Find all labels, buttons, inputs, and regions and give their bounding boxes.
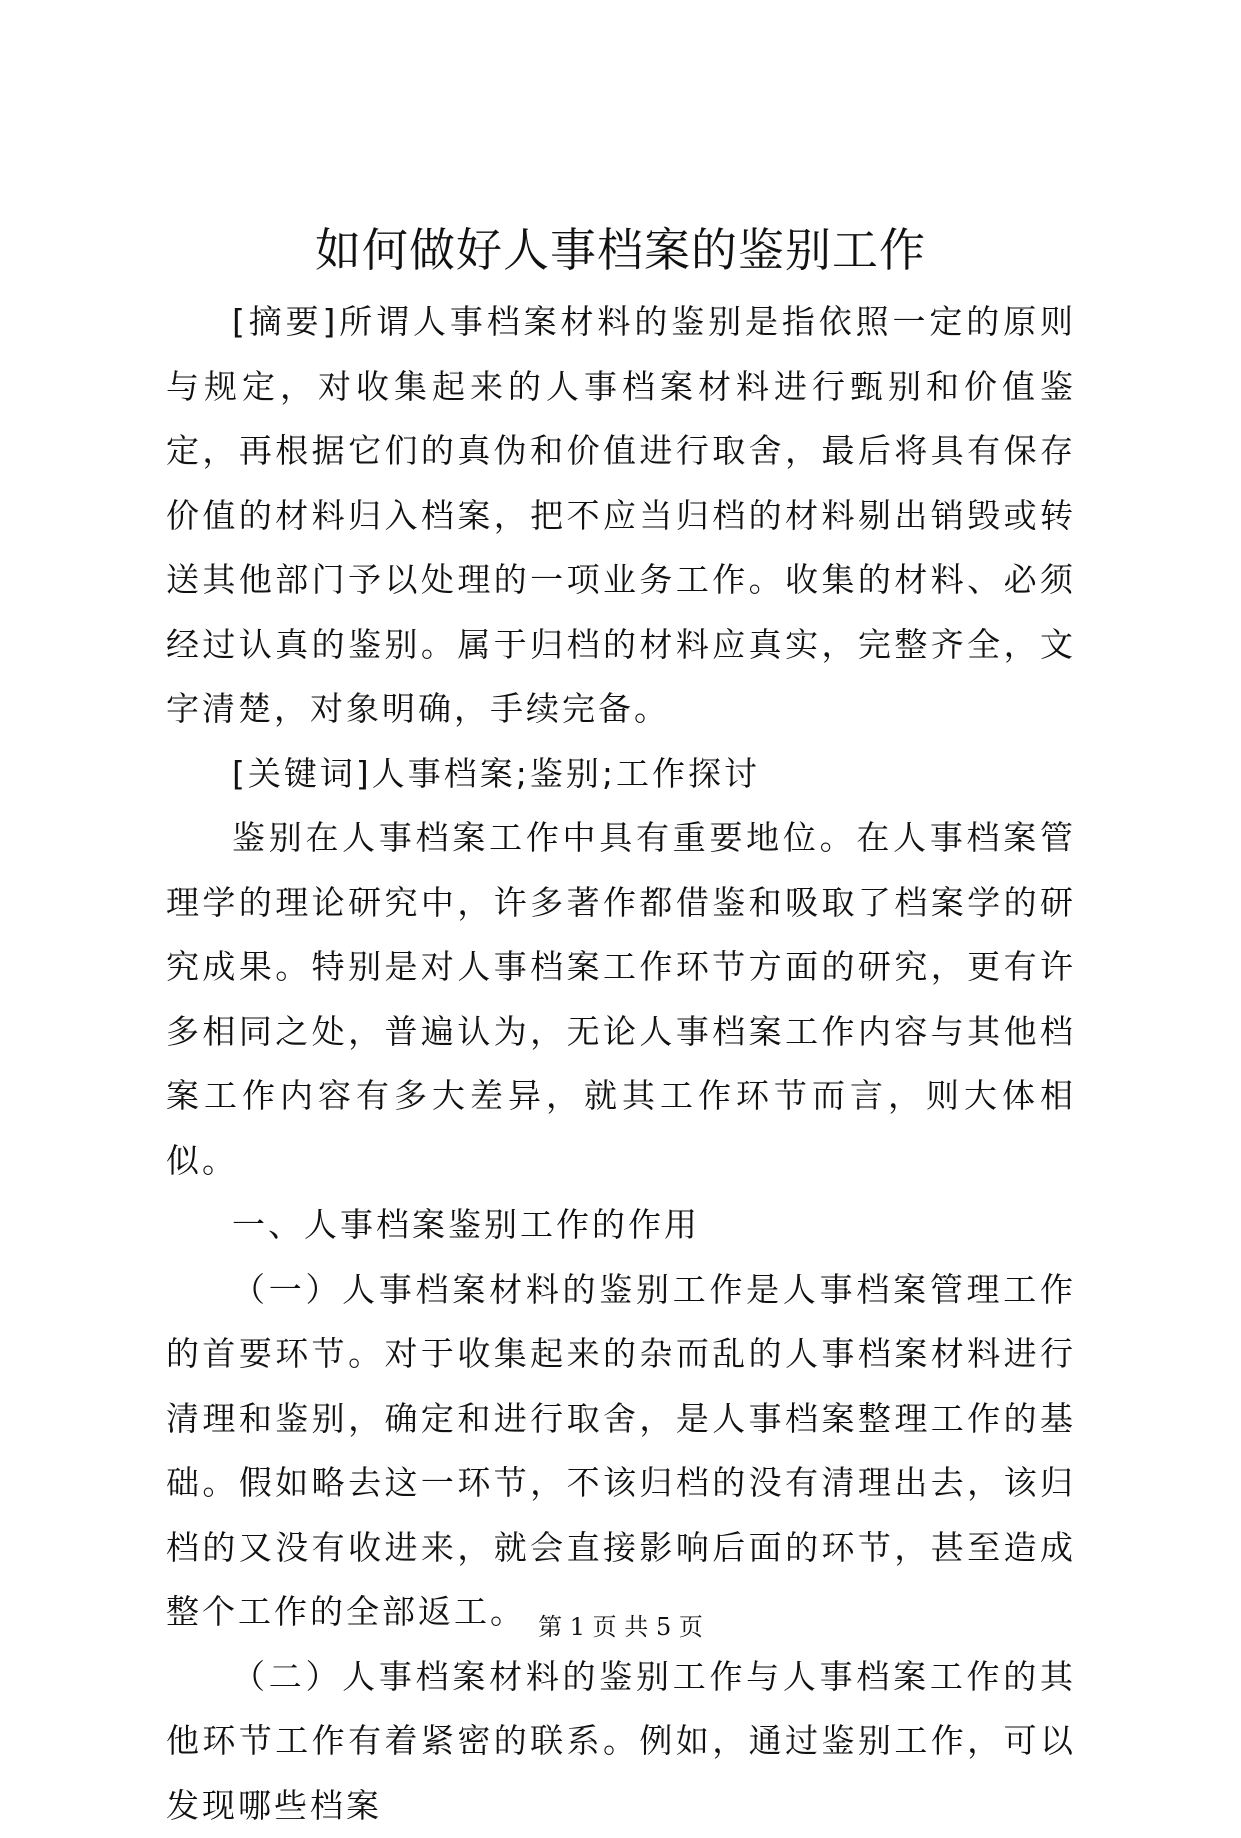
body-paragraph: 鉴别在人事档案工作中具有重要地位。在人事档案管理学的理论研究中，许多著作都借鉴和吸取了档案学的研究成果。特别是对人事档案工作环节方面的研究，更有许多相同之处，普遍认为，无论人事档案工作内容与其他档案工作内容有多大差异，就其工作环节而言，则大体相似。 xyxy=(166,806,1076,1193)
body-paragraph: （二）人事档案材料的鉴别工作与人事档案工作的其他环节工作有着紧密的联系。例如，通过鉴别工作，可以发现哪些档案 xyxy=(166,1645,1076,1838)
document-body xyxy=(166,290,1076,1838)
body-paragraph: （一）人事档案材料的鉴别工作是人事档案管理工作的首要环节。对于收集起来的杂而乱的人事档案材料进行清理和鉴别，确定和进行取舍，是人事档案整理工作的基础。假如略去这一环节，不该归档的没有清理出去，该归档的又没有收进来，就会直接影响后面的环节，甚至造成整个工作的全部返工。 xyxy=(166,1258,1076,1645)
keywords-paragraph: [关键词]人事档案;鉴别;工作探讨 xyxy=(166,742,1076,807)
abstract-paragraph: [摘要]所谓人事档案材料的鉴别是指依照一定的原则与规定，对收集起来的人事档案材料进行甄别和价值鉴定，再根据它们的真伪和价值进行取舍，最后将具有保存价值的材料归入档案，把不应当归档的材料剔出销毁或转送其他部门予以处理的一项业务工作。收集的材料、必须经过认真的鉴别。属于归档的材料应真实，完整齐全，文字清楚，对象明确，手续完备。 xyxy=(166,290,1076,742)
section-heading: 一、人事档案鉴别工作的作用 xyxy=(166,1193,1076,1258)
page-footer: 第 1 页 共 5 页 xyxy=(0,1612,1241,1642)
document-title: 如何做好人事档案的鉴别工作 xyxy=(0,222,1241,278)
